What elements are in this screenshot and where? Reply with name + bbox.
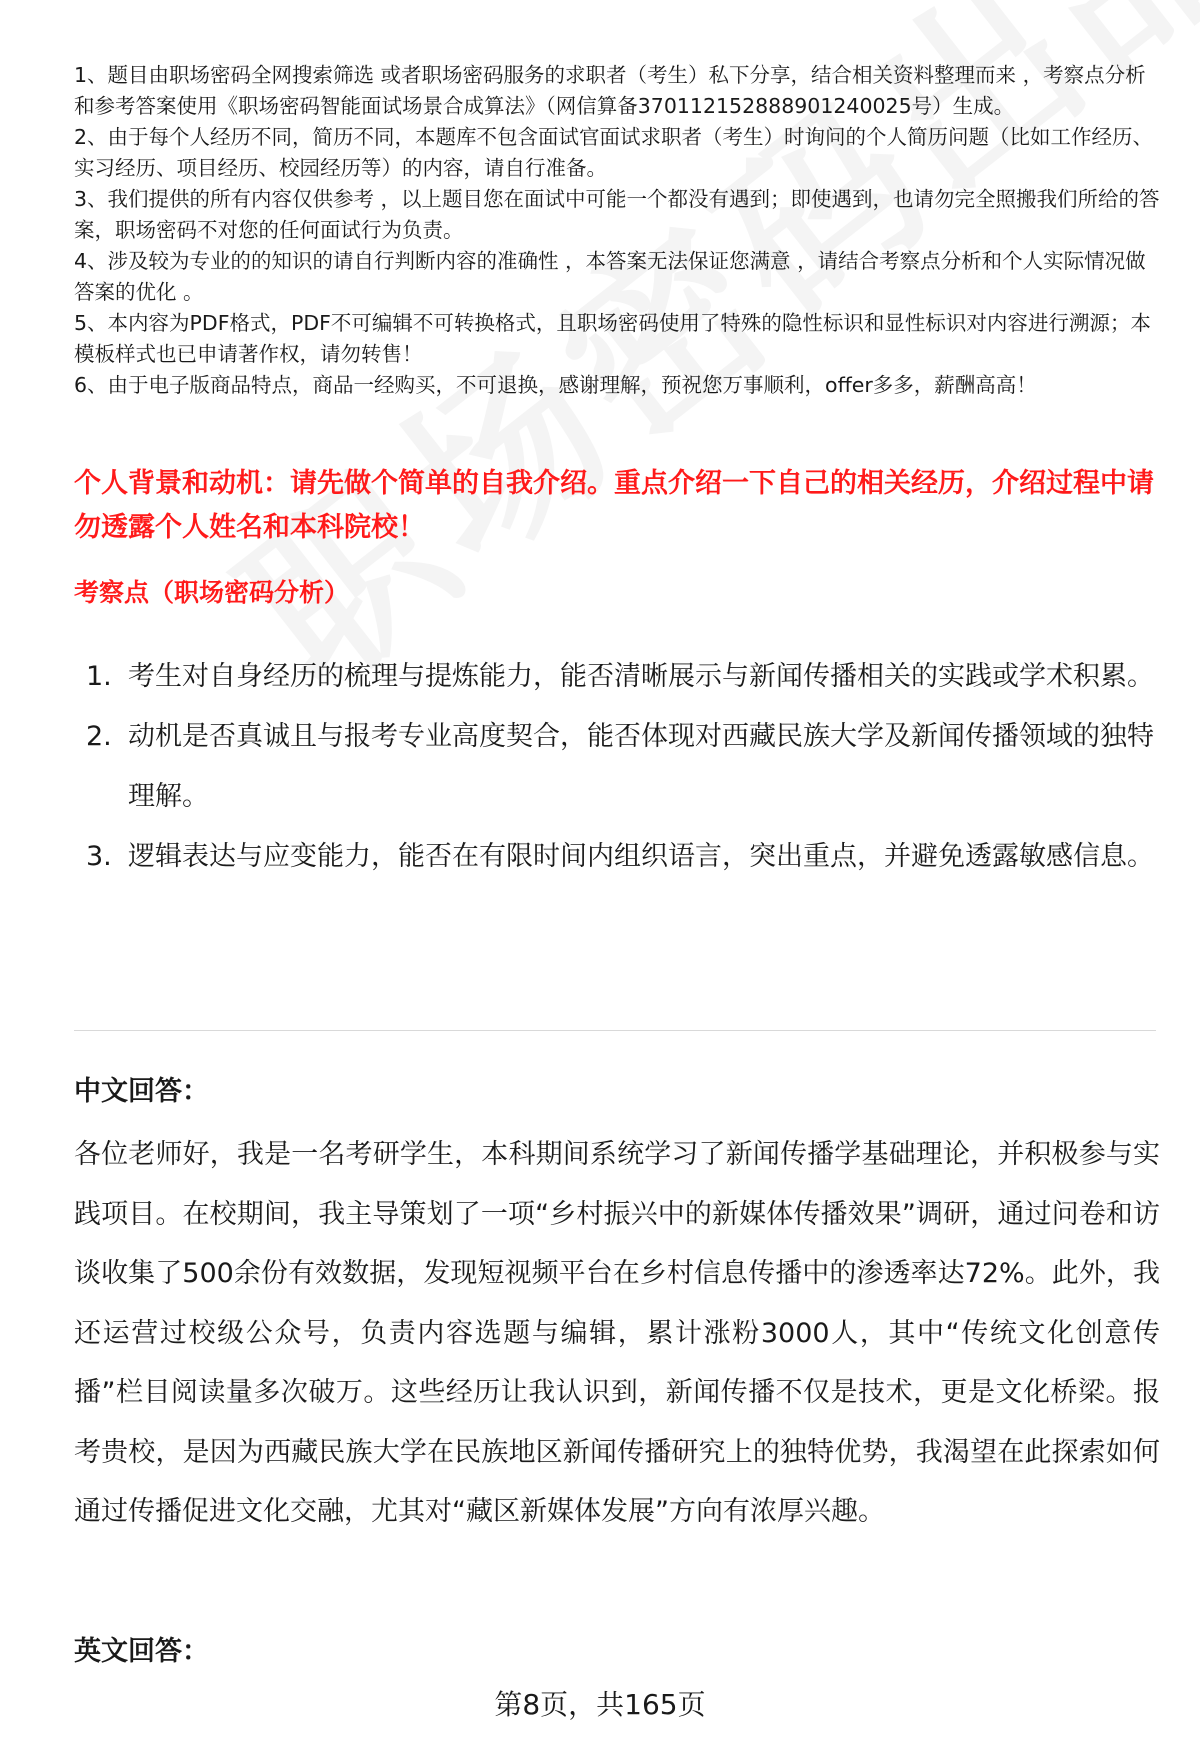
- analysis-point: [74, 647, 1154, 707]
- section-divider: [74, 1030, 1156, 1031]
- analysis-points: [74, 647, 1154, 887]
- chinese-answer-body: 各位老师好，我是一名考研学生，本科期间系统学习了新闻传播学基础理论，并积极参与实践项目。在校期间，我主导策划了一项“乡村振兴中的新媒体传播效果”调研，通过问卷和访谈收集了500余份有效数据，发现短视频平台在乡村信息传播中的渗透率达72%。此外，我还运营过校级公众号，负责内容选题与编辑，累计涨粉3000人，其中“传统文化创意传播”栏目阅读量多次破万。这些经历让我认识到，新闻传播不仅是技术，更是文化桥梁。报考贵校，是因为西藏民族大学在民族地区新闻传播研究上的独特优势，我渴望在此探索如何通过传播促进文化交融，尤其对“藏区新媒体发展”方向有浓厚兴趣。: [74, 1139, 1160, 1527]
- point-text: 考生对自身经历的梳理与提炼能力，能否清晰展示与新闻传播相关的实践或学术积累。: [128, 661, 1154, 692]
- page-number: 第8页，共165页: [494, 1688, 706, 1721]
- point-number: 2.: [86, 721, 112, 752]
- point-text: 动机是否真诚且与报考专业高度契合，能否体现对西藏民族大学及新闻传播领域的独特理解。: [128, 721, 1154, 812]
- notice-item: 4、涉及较为专业的的知识的请自行判断内容的准确性 ，本答案无法保证您满意 ，请结合考察点分析和个人实际情况做答案的优化 。: [74, 249, 1146, 304]
- chinese-answer-title: 中文回答：: [74, 1076, 209, 1107]
- analysis-point: [74, 707, 1154, 827]
- analysis-title: 考察点（职场密码分析）: [74, 578, 350, 607]
- notice-list: [74, 60, 1164, 401]
- point-number: 1.: [86, 661, 112, 692]
- analysis-point: [74, 827, 1154, 887]
- english-answer-title: 英文回答：: [74, 1636, 209, 1667]
- question-heading: 个人背景和动机：请先做个简单的自我介绍。重点介绍一下自己的相关经历，介绍过程中请勿透露个人姓名和本科院校！: [74, 468, 1154, 543]
- point-number: 3.: [86, 841, 112, 872]
- notice-item: 5、本内容为PDF格式，PDF不可编辑不可转换格式，且职场密码使用了特殊的隐性标识和显性标识对内容进行溯源；本模板样式也已申请著作权，请勿转售！: [74, 311, 1151, 366]
- notice-item: 2、由于每个人经历不同，简历不同，本题库不包含面试官面试求职者（考生）时询问的个人简历问题（比如工作经历、实习经历、项目经历、校园经历等）的内容，请自行准备。: [74, 125, 1154, 180]
- notice-item: 3、我们提供的所有内容仅供参考 ，以上题目您在面试中可能一个都没有遇到；即使遇到，也请勿完全照搬我们所给的答案，职场密码不对您的任何面试行为负责。: [74, 187, 1160, 242]
- notice-item: 6、由于电子版商品特点，商品一经购买，不可退换，感谢理解，预祝您万事顺利，offer多多，薪酬高高！: [74, 373, 1037, 397]
- point-text: 逻辑表达与应变能力，能否在有限时间内组织语言，突出重点，并避免透露敏感信息。: [128, 841, 1154, 872]
- notice-item: 1、题目由职场密码全网搜索筛选 或者职场密码服务的求职者（考生）私下分享，结合相关资料整理而来 ，考察点分析和参考答案使用《职场密码智能面试场景合成算法》（网信算备370112152888901240025号）生成。: [74, 63, 1146, 118]
